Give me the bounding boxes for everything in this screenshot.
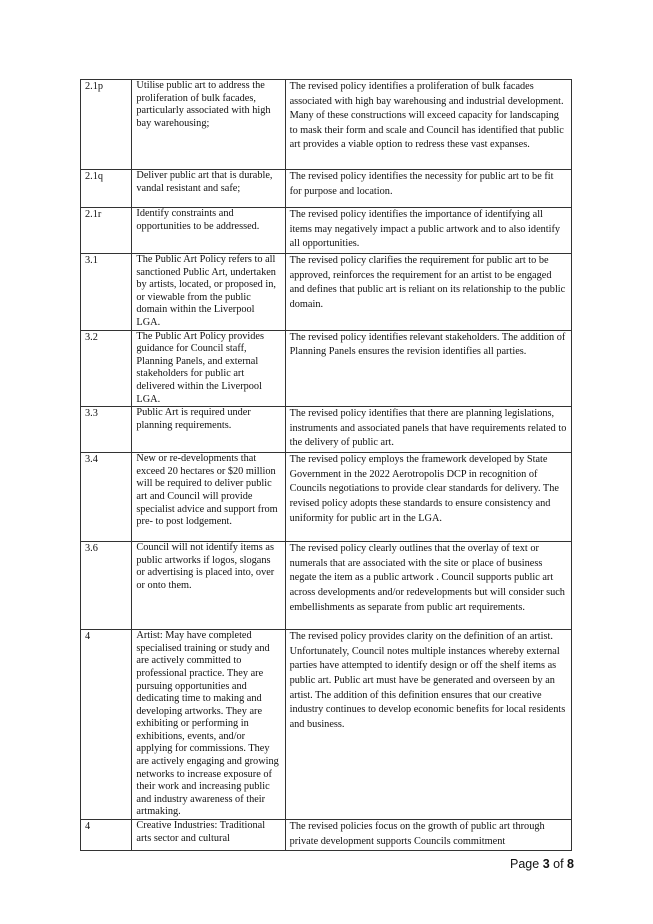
clause-statement: The Public Art Policy provides guidance for Council staff, Planning Panels, and external stakeholders for public art delivered within the Liverpool LGA. (132, 330, 285, 407)
of-word: of (553, 857, 564, 871)
clause-statement: Identify constraints and opportunities to be addressed. (132, 208, 285, 254)
clause-response: The revised policies focus on the growth of public art through private development supports Councils commitment (285, 820, 571, 851)
clause-statement: Artist: May have completed specialised training or study and are actively committed to professional practice. They are pursuing opportunities and dedicating time to making and developing artworks. They are exhibiting or performing in exhibitions, events, and/or applying for commissions. They are actively engaging and growing networks to increase exposure of their work and increasing public and industry awareness of their artmaking. (132, 630, 285, 820)
table-row (81, 453, 572, 542)
table-row (81, 254, 572, 331)
clause-number: 4 (81, 820, 132, 851)
clause-number: 4 (81, 630, 132, 820)
page-number-footer (510, 857, 574, 871)
table-row (81, 820, 572, 851)
page-word: Page (510, 857, 540, 871)
clause-statement: The Public Art Policy refers to all sanctioned Public Art, undertaken by artists, located, or proposed in, or viewable from the public domain within the Liverpool LGA. (132, 254, 285, 331)
table-row (81, 170, 572, 208)
clause-number: 2.1q (81, 170, 132, 208)
table-row (81, 630, 572, 820)
clause-response: The revised policy provides clarity on the definition of an artist. Unfortunately, Council notes multiple instances whereby external parties have attempted to identify design or off the shelf items as public art. Public art must have be generated and overseen by an artist. The addition of this definition ensures that our creative industry continues to develop economic benefits for local residents and business. (285, 630, 571, 820)
current-page-number: 3 (542, 857, 550, 871)
table-row (81, 407, 572, 453)
table-row (81, 330, 572, 407)
table-row (81, 208, 572, 254)
clause-number: 2.1p (81, 80, 132, 170)
clause-response: The revised policy clearly outlines that the overlay of text or numerals that are associated with the site or place of business negate the item as a public artwork . Council supports public art across developments and/or redevelopments but will consider such embellishments as separate from public art requirements. (285, 542, 571, 630)
clause-response: The revised policy identifies relevant stakeholders. The addition of Planning Panels ensures the revision identifies all parties. (285, 330, 571, 407)
clause-number: 3.6 (81, 542, 132, 630)
clause-statement: Public Art is required under planning requirements. (132, 407, 285, 453)
total-pages-number: 8 (567, 857, 574, 871)
clause-response: The revised policy identifies that there are planning legislations, instruments and associated panels that have requirements related to the delivery of public art. (285, 407, 571, 453)
table-row (81, 80, 572, 170)
clause-number: 3.3 (81, 407, 132, 453)
clause-response: The revised policy clarifies the requirement for public art to be approved, reinforces the requirement for an artist to be engaged and defines that public art is reliant on its relationship to the public domain. (285, 254, 571, 331)
clause-statement: Utilise public art to address the proliferation of bulk facades, particularly associated with high bay warehousing; (132, 80, 285, 170)
clause-response: The revised policy employs the framework developed by State Government in the 2022 Aerotropolis DCP in recognition of Councils negotiations to provide clear standards for delivery. The revised policy adopts these standards to ensure consistency and uniformity for public art in the LGA. (285, 453, 571, 542)
clause-response: The revised policy identifies the importance of identifying all items may negatively impact a public artwork and to also identify all opportunities. (285, 208, 571, 254)
clause-response: The revised policy identifies a proliferation of bulk facades associated with high bay warehousing and industrial development. Many of these constructions will exceed capacity for landscaping to mask their form and scale and Council has identified that public art provides a viable option to redress these vast expanses. (285, 80, 571, 170)
clause-statement: Creative Industries: Traditional arts sector and cultural (132, 820, 285, 851)
clause-response: The revised policy identifies the necessity for public art to be fit for purpose and location. (285, 170, 571, 208)
clause-number: 3.1 (81, 254, 132, 331)
clause-number: 3.4 (81, 453, 132, 542)
clause-number: 3.2 (81, 330, 132, 407)
clause-statement: New or re-developments that exceed 20 hectares or $20 million will be required to deliver public art and Council will provide specialist advice and support from pre- to post lodgement. (132, 453, 285, 542)
policy-comparison-table (80, 79, 572, 851)
clause-number: 2.1r (81, 208, 132, 254)
clause-statement: Council will not identify items as public artworks if logos, slogans or advertising is placed into, over or onto them. (132, 542, 285, 630)
table-row (81, 542, 572, 630)
clause-statement: Deliver public art that is durable, vandal resistant and safe; (132, 170, 285, 208)
